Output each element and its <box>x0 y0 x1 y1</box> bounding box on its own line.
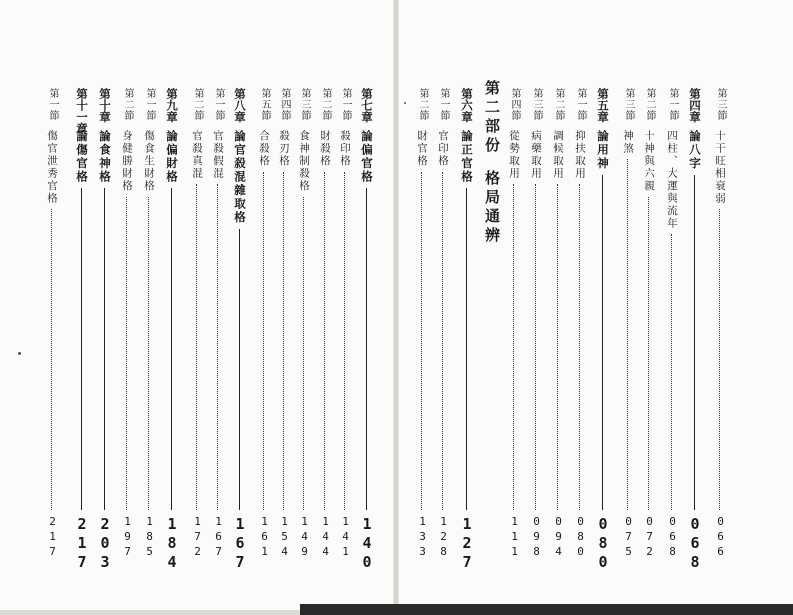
toc-entry-label: 第一節 <box>340 88 351 121</box>
toc-page-number: 127 <box>458 515 476 572</box>
toc-entry-label: 第一節 <box>144 88 155 121</box>
toc-entry-label: 第四節 <box>279 88 290 121</box>
toc-entry-title: 身健勝財格 <box>121 130 133 193</box>
toc-page-number: 197 <box>121 515 134 560</box>
toc-section-entry <box>431 88 455 558</box>
toc-leader-dots <box>557 184 558 510</box>
toc-section-entry <box>616 88 640 558</box>
toc-leader-dots <box>366 188 367 510</box>
toc-leader-dots <box>239 229 240 510</box>
toc-leader-dots <box>579 184 580 510</box>
toc-entry-label: 第一節 <box>575 88 586 121</box>
toc-page-number: 133 <box>416 515 429 560</box>
toc-section-entry <box>546 88 570 558</box>
toc-page-number: 140 <box>358 515 376 572</box>
toc-chapter-entry <box>228 88 252 572</box>
toc-leader-dots <box>263 172 264 510</box>
toc-entry-label: 第三節 <box>715 88 726 121</box>
toc-leader-dots <box>51 209 52 510</box>
toc-entry-label: 第二節 <box>320 88 331 121</box>
toc-entry-label: 第四章 <box>688 88 702 123</box>
toc-page-number: 098 <box>530 515 543 560</box>
toc-entry-label: 第九章 <box>165 88 179 123</box>
toc-entry-title: 財殺格 <box>319 130 331 168</box>
toc-leader-dots <box>627 159 628 510</box>
toc-entry-label: 第五節 <box>259 88 270 121</box>
toc-entry-title: 傷食生財格 <box>143 130 155 193</box>
toc-chapter-entry <box>683 88 707 572</box>
toc-leader-dots <box>171 188 172 510</box>
part-subtitle: 格局通辨 <box>483 170 501 246</box>
toc-section-entry <box>637 88 661 558</box>
toc-entry-label: 第一節 <box>438 88 449 121</box>
toc-chapter-entry <box>70 88 94 572</box>
toc-entry-title: 傷官泄秀官格 <box>46 130 58 205</box>
toc-leader-dots <box>148 197 149 510</box>
toc-entry-label: 第二節 <box>644 88 655 121</box>
toc-leader-dots <box>217 184 218 510</box>
toc-entry-label: 第二節 <box>192 88 203 121</box>
toc-leader-dots <box>283 172 284 510</box>
toc-entry-title: 從勢取用 <box>508 130 520 180</box>
toc-entry-title: 官印格 <box>437 130 449 168</box>
toc-section-entry <box>185 88 209 558</box>
toc-page-number: 068 <box>686 515 704 572</box>
toc-entry-title: 殺印格 <box>339 130 351 168</box>
toc-entry-title: 論偏財格 <box>165 130 179 184</box>
toc-entry-label: 第十章 <box>98 88 112 123</box>
toc-entry-label: 第七章 <box>360 88 374 123</box>
toc-entry-title: 調候取用 <box>552 130 564 180</box>
toc-leader-dots <box>126 197 127 510</box>
toc-page-number: 217 <box>73 515 91 572</box>
toc-page-number: 185 <box>143 515 156 560</box>
toc-entry-label: 第一節 <box>47 88 58 121</box>
toc-entry-title: 論八字 <box>688 130 702 171</box>
toc-chapter-entry <box>355 88 379 572</box>
toc-chapter-entry <box>591 88 615 572</box>
toc-leader-dots <box>694 175 695 510</box>
scan-edge-light <box>0 610 300 615</box>
toc-page-number: 149 <box>298 515 311 560</box>
toc-chapter-entry <box>160 88 184 572</box>
toc-entry-title: 論官殺混雜取格 <box>233 130 247 225</box>
toc-entry-label: 第一節 <box>667 88 678 121</box>
toc-entry-label: 第二節 <box>417 88 428 121</box>
toc-entry-label: 第十一章 <box>75 88 89 134</box>
toc-section-entry <box>524 88 548 558</box>
toc-leader-dots <box>81 188 82 510</box>
toc-page-number: 141 <box>339 515 352 560</box>
toc-page-number: 080 <box>594 515 612 572</box>
toc-entry-label: 第二節 <box>553 88 564 121</box>
toc-entry-label: 第四節 <box>509 88 520 121</box>
toc-chapter-entry <box>93 88 117 572</box>
toc-chapter-entry <box>455 88 479 572</box>
toc-entry-title: 十干旺相衰弱 <box>714 130 726 205</box>
toc-entry-label: 第三節 <box>299 88 310 121</box>
toc-section-entry <box>313 88 337 558</box>
toc-page-number: 144 <box>319 515 332 560</box>
toc-entry-label: 第三節 <box>531 88 542 121</box>
toc-section-entry <box>568 88 592 558</box>
scan-speck <box>18 352 21 355</box>
toc-page-number: 075 <box>622 515 635 560</box>
toc-leader-dots <box>466 188 467 510</box>
toc-leader-dots <box>196 184 197 510</box>
toc-leader-dots <box>442 172 443 510</box>
toc-section-entry <box>40 88 64 558</box>
toc-page-number: 172 <box>191 515 204 560</box>
toc-entry-title: 合殺格 <box>258 130 270 168</box>
book-gutter <box>393 0 399 615</box>
toc-leader-dots <box>671 234 672 510</box>
toc-entry-label: 第八章 <box>233 88 247 123</box>
toc-page-number: 184 <box>163 515 181 572</box>
toc-page-number: 203 <box>96 515 114 572</box>
toc-entry-title: 論用神 <box>596 130 610 171</box>
toc-entry-title: 財官格 <box>416 130 428 168</box>
toc-leader-dots <box>324 172 325 510</box>
toc-entry-title: 神煞 <box>622 130 634 155</box>
toc-page-number: 072 <box>643 515 656 560</box>
toc-section-entry <box>660 88 684 558</box>
toc-entry-title: 官殺假混 <box>212 130 224 180</box>
toc-entry-label: 第六章 <box>460 88 474 123</box>
toc-section-entry <box>137 88 161 558</box>
toc-section-entry <box>252 88 276 558</box>
toc-entry-title: 論食神格 <box>98 130 112 184</box>
toc-leader-dots <box>719 209 720 510</box>
toc-section-entry <box>206 88 230 558</box>
part-title: 第二部份 <box>483 80 501 156</box>
toc-page-number: 128 <box>437 515 450 560</box>
toc-entry-label: 第一節 <box>213 88 224 121</box>
toc-entry-title: 病藥取用 <box>530 130 542 180</box>
toc-section-entry <box>115 88 139 558</box>
toc-page-number: 066 <box>714 515 727 560</box>
toc-entry-label: 第五章 <box>596 88 610 123</box>
toc-page-number: 167 <box>212 515 225 560</box>
toc-page-number: 080 <box>574 515 587 560</box>
toc-page-number: 217 <box>46 515 59 560</box>
toc-leader-dots <box>513 184 514 510</box>
toc-leader-dots <box>344 172 345 510</box>
scan-edge-shadow <box>300 604 793 615</box>
toc-section-entry <box>410 88 434 558</box>
toc-page-number: 167 <box>231 515 249 572</box>
toc-entry-label: 第二節 <box>122 88 133 121</box>
toc-page-number: 068 <box>666 515 679 560</box>
toc-entry-title: 十神與六親 <box>643 130 655 193</box>
toc-section-entry <box>708 88 732 558</box>
toc-entry-title: 抑扶取用 <box>574 130 586 180</box>
toc-leader-dots <box>104 188 105 510</box>
toc-entry-title: 官殺真混 <box>191 130 203 180</box>
toc-entry-title: 論偏官格 <box>360 130 374 184</box>
toc-entry-title: 論正官格 <box>460 130 474 184</box>
toc-page-number: 094 <box>552 515 565 560</box>
toc-section-entry <box>502 88 526 558</box>
toc-entry-label: 第三節 <box>623 88 634 121</box>
toc-entry-title: 食神制殺格 <box>298 130 310 193</box>
scan-speck <box>404 102 406 104</box>
toc-entry-title: 論傷官格 <box>75 130 89 184</box>
toc-leader-dots <box>421 172 422 510</box>
toc-page-number: 161 <box>258 515 271 560</box>
toc-page-number: 111 <box>508 515 521 560</box>
toc-entry-title: 四柱、大運與流年 <box>666 130 678 230</box>
toc-entry-title: 殺刃格 <box>278 130 290 168</box>
toc-leader-dots <box>303 197 304 510</box>
toc-leader-dots <box>602 175 603 510</box>
toc-leader-dots <box>648 197 649 510</box>
toc-page-number: 154 <box>278 515 291 560</box>
toc-leader-dots <box>535 184 536 510</box>
